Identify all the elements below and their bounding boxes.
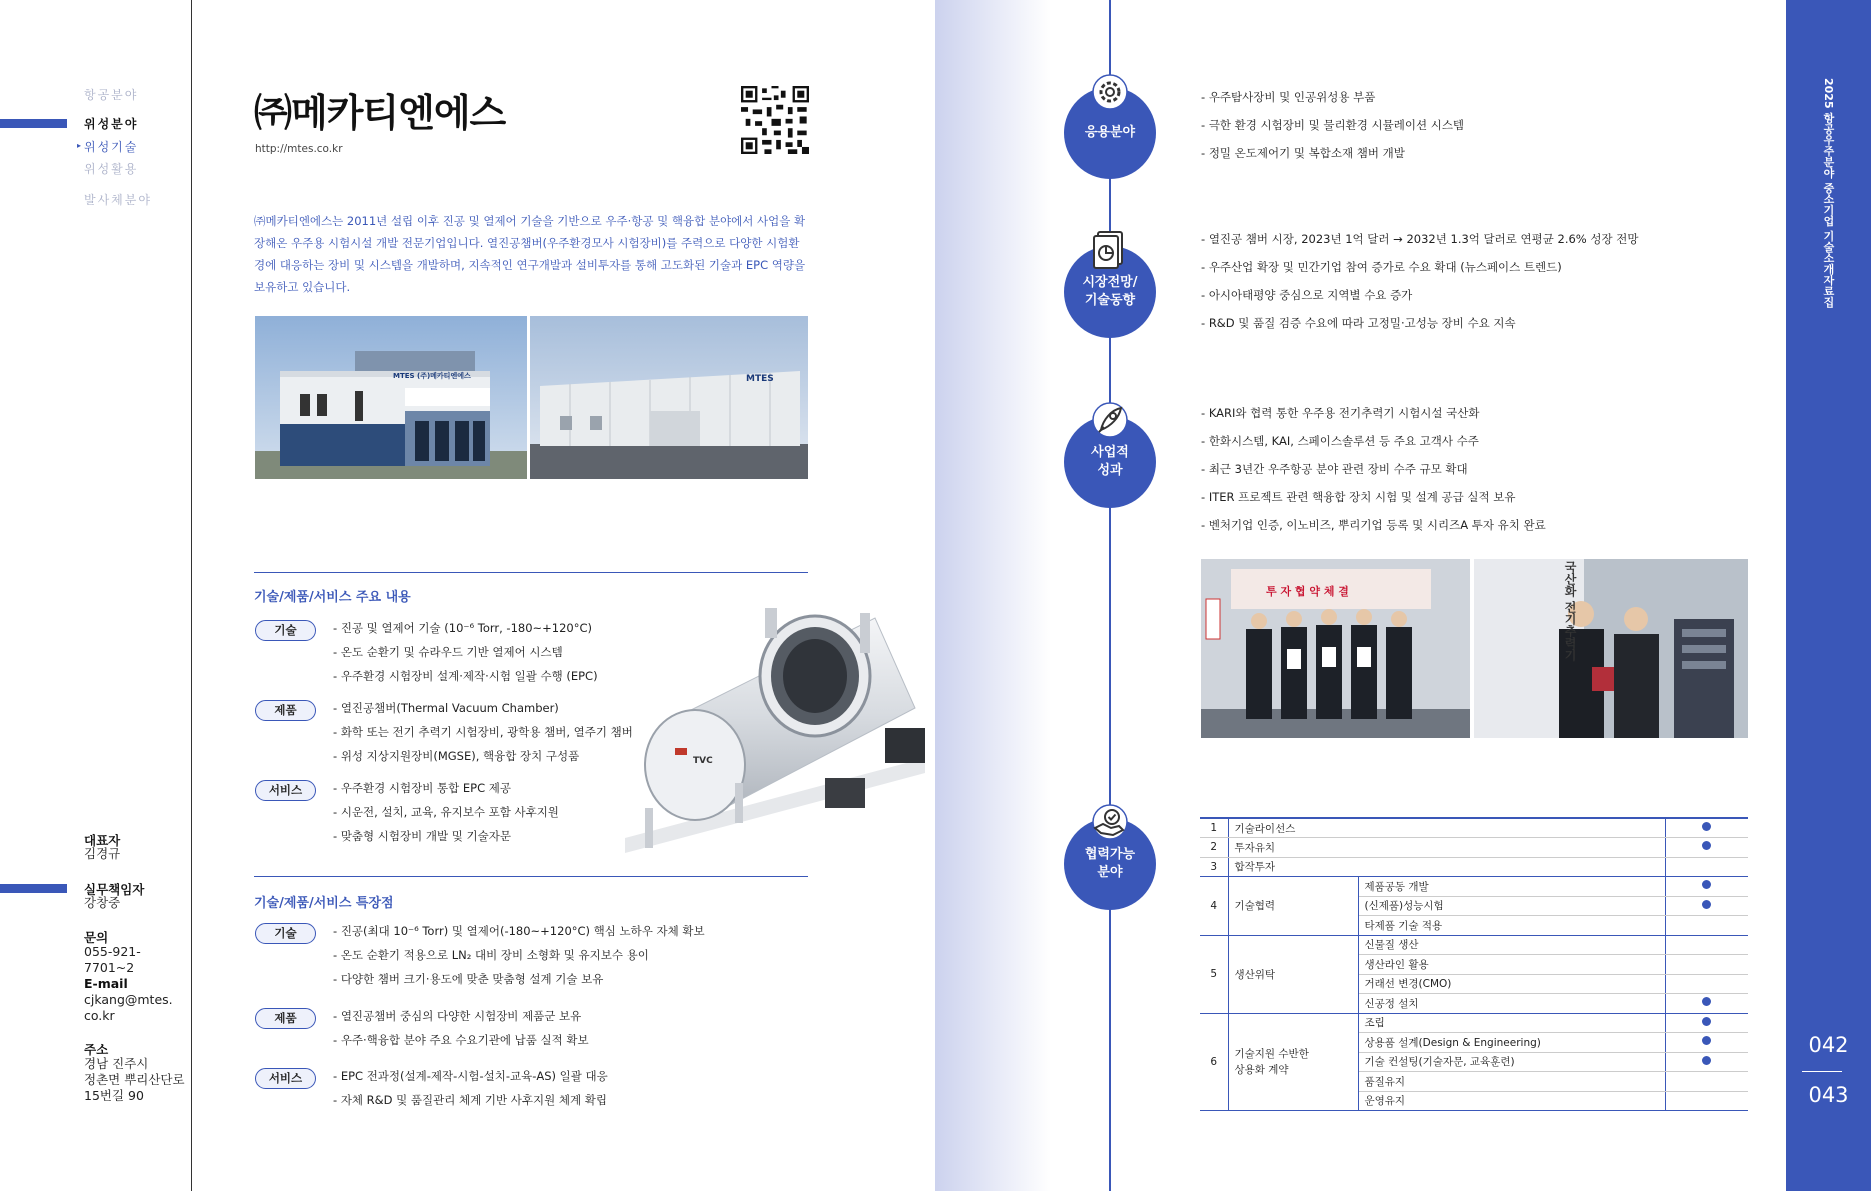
contact-value: 055-921-7701~2 bbox=[84, 944, 141, 975]
investment-ceremony-photo bbox=[1201, 559, 1470, 738]
achievement-item: - ITER 프로젝트 관련 핵융합 장치 시험 및 설계 공급 실적 보유 bbox=[1201, 490, 1516, 504]
features-title: 기술/제품/서비스 특장점 bbox=[254, 896, 394, 911]
main-service-item: - 우주환경 시험장비 통합 EPC 제공 bbox=[333, 781, 511, 795]
check-dot bbox=[1665, 994, 1748, 1014]
email-value-2: co.kr bbox=[84, 1008, 115, 1023]
market-item: - 아시아태평양 중심으로 지역별 수요 증가 bbox=[1201, 288, 1413, 302]
check-dot bbox=[1665, 1033, 1748, 1053]
application-item: - 정밀 온도제어기 및 복합소재 챔버 개발 bbox=[1201, 146, 1405, 160]
main-product-item: - 화학 또는 전기 추력기 시험장비, 광학용 챔버, 열주기 챔버 bbox=[333, 725, 633, 739]
main-content-title: 기술/제품/서비스 주요 내용 bbox=[254, 590, 411, 605]
contact-label: 문의 bbox=[84, 930, 109, 945]
main-service-item: - 시운전, 설치, 교육, 유지보수 포함 사후지원 bbox=[333, 805, 559, 819]
main-product-item: - 위성 지상지원장비(MGSE), 핵융합 장치 구성품 bbox=[333, 749, 580, 763]
section-divider-features bbox=[254, 876, 808, 877]
photo-side-text: 국산화 전기추력기 bbox=[1563, 561, 1577, 662]
market-label: 시장전망/ 기술동향 bbox=[1082, 275, 1138, 308]
nav-satellite-use[interactable]: 위성활용 bbox=[84, 162, 139, 176]
table-row: 5 생산위탁 신물질 생산 bbox=[1200, 935, 1748, 955]
table-row: 3 합작투자 bbox=[1200, 857, 1748, 877]
pill-product: 제품 bbox=[255, 700, 316, 721]
feature-tech-item: - 진공(최대 10⁻⁶ Torr) 및 열제어(-180~+120°C) 핵심 노하우 자체 확보 bbox=[333, 924, 705, 938]
achievement-item: - 벤처기업 인증, 이노비즈, 뿌리기업 등록 및 시리즈A 투자 유치 완료 bbox=[1201, 518, 1546, 532]
report-chart-icon bbox=[1089, 229, 1131, 269]
ceo-label: 대표자 bbox=[84, 833, 121, 848]
award-photo bbox=[1474, 559, 1748, 738]
address-value-2: 정촌면 뿌리산단로 bbox=[84, 1072, 185, 1087]
building-photo-1 bbox=[255, 316, 527, 479]
table-row: 타제품 기술 적용 bbox=[1200, 916, 1748, 936]
market-item: - 열진공 챔버 시장, 2023년 1억 달러 → 2032년 1.3억 달러로 연평균 2.6% 성장 전망 bbox=[1201, 232, 1639, 246]
main-service-item: - 맞춤형 시험장비 개발 및 기술자문 bbox=[333, 829, 511, 843]
table-row: 생산라인 활용 bbox=[1200, 955, 1748, 975]
page-gutter bbox=[935, 0, 1051, 1191]
building-sign-1: MTES (주)메카티엔에스 bbox=[393, 372, 471, 380]
nav-aviation[interactable]: 항공분야 bbox=[84, 88, 139, 102]
address-label: 주소 bbox=[84, 1042, 109, 1057]
check-dot bbox=[1665, 896, 1748, 916]
address-value-3: 15번길 90 bbox=[84, 1088, 144, 1103]
pill-service: 서비스 bbox=[255, 1068, 316, 1089]
check-dot bbox=[1665, 838, 1748, 858]
table-row: 운영유지 bbox=[1200, 1091, 1748, 1111]
table-row: 4 기술협력 제품공동 개발 bbox=[1200, 877, 1748, 897]
check-dot bbox=[1665, 1013, 1748, 1033]
address-value-1: 경남 진주시 bbox=[84, 1056, 149, 1071]
building-sign-2: MTES bbox=[746, 374, 774, 384]
check-dot bbox=[1665, 818, 1748, 838]
manager-label: 실무책임자 bbox=[84, 882, 145, 897]
feature-service-item: - EPC 전과정(설계-제작-시험-설치-교육-AS) 일괄 대응 bbox=[333, 1069, 608, 1083]
page-number-left: 042 bbox=[1808, 1033, 1849, 1057]
feature-product-item: - 우주·핵융합 분야 주요 수요기관에 납품 실적 확보 bbox=[333, 1033, 589, 1047]
qr-code-icon[interactable] bbox=[740, 86, 810, 154]
cooperation-label: 협력가능 분야 bbox=[1084, 847, 1136, 880]
main-tech-item: - 진공 및 열제어 기술 (10⁻⁶ Torr, -180~+120°C) bbox=[333, 621, 593, 635]
feature-tech-item: - 다양한 챔버 크기·용도에 맞춘 맞춤형 설계 기술 보유 bbox=[333, 972, 604, 986]
feature-product-item: - 열진공챔버 중심의 다양한 시험장비 제품군 보유 bbox=[333, 1009, 582, 1023]
rocket-icon bbox=[1089, 400, 1131, 440]
achievement-item: - 한화시스템, KAI, 스페이스솔루션 등 주요 고객사 수주 bbox=[1201, 434, 1479, 448]
nav-satellite-tech[interactable]: 위성기술 bbox=[84, 140, 139, 154]
market-item: - R&D 및 품질 검증 수요에 따라 고정밀·고성능 장비 수요 지속 bbox=[1201, 316, 1516, 330]
application-label: 응용분야 bbox=[1084, 125, 1136, 140]
market-item: - 우주산업 확장 및 민간기업 참여 증가로 수요 확대 (뉴스페이스 트렌드) bbox=[1201, 260, 1562, 274]
achievement-label: 사업적 성과 bbox=[1091, 445, 1129, 478]
check-dot bbox=[1665, 1052, 1748, 1072]
table-row: 6 기술지원 수반한 상용화 계약 조립 bbox=[1200, 1013, 1748, 1033]
manager-value: 강창중 bbox=[84, 895, 121, 910]
pill-tech: 기술 bbox=[255, 923, 316, 944]
check-dot bbox=[1665, 877, 1748, 897]
main-tech-item: - 온도 순환기 및 슈라우드 기반 열제어 시스템 bbox=[333, 645, 563, 659]
feature-tech-item: - 온도 순환기 적용으로 LN₂ 대비 장비 소형화 및 유지보수 용이 bbox=[333, 948, 649, 962]
table-row: 1 기술라이선스 bbox=[1200, 818, 1748, 838]
table-row: 기술 컨설팅(기술자문, 교육훈련) bbox=[1200, 1052, 1748, 1072]
cooperation-table bbox=[1200, 817, 1748, 1111]
publication-title: 2025 항공우주분야 중소기업 기술소개자료집 bbox=[1822, 78, 1835, 308]
application-item: - 극한 환경 시험장비 및 물리환경 시뮬레이션 시스템 bbox=[1201, 118, 1465, 132]
building-photo-2 bbox=[530, 316, 808, 479]
nav-satellite[interactable]: 위성분야 bbox=[84, 117, 139, 131]
handshake-check-icon bbox=[1089, 802, 1131, 842]
feature-service-item: - 자체 R&D 및 품질관리 체계 기반 사후지원 체계 확립 bbox=[333, 1093, 607, 1107]
rail-marker-satellite bbox=[0, 119, 67, 128]
ceo-value: 김경규 bbox=[84, 846, 121, 861]
table-row: 2 투자유치 bbox=[1200, 838, 1748, 858]
nav-active-arrow-icon: ▸ bbox=[77, 141, 82, 150]
table-row: 상용품 설계(Design & Engineering) bbox=[1200, 1033, 1748, 1053]
table-row: (신제품)성능시험 bbox=[1200, 896, 1748, 916]
email-value-1: cjkang@mtes. bbox=[84, 992, 173, 1007]
company-intro: ㈜메카티엔에스는 2011년 설립 이후 진공 및 열제어 기술을 기반으로 우주·항공 및 핵융합 분야에서 사업을 확장해온 우주용 시험시설 개발 전문기업입니다. 열진공챔버(우주환경모사 시험장비)를 주력으로 다양한 시험환경에 대응하는 장비 및 시스템을 개발하며, 지속적인 연구개발과 설비투자를 통해 고도화된 기술과 EPC 역량을 보유하고 있습니다. bbox=[254, 214, 806, 294]
main-product-item: - 열진공챔버(Thermal Vacuum Chamber) bbox=[333, 701, 559, 715]
table-row: 신공정 설치 bbox=[1200, 994, 1748, 1014]
section-divider-main bbox=[254, 572, 808, 573]
company-title: ㈜메카티엔에스 bbox=[254, 91, 506, 135]
gear-icon bbox=[1089, 72, 1131, 112]
pill-service: 서비스 bbox=[255, 780, 316, 801]
application-item: - 우주탐사장비 및 인공위성용 부품 bbox=[1201, 90, 1376, 104]
pill-tech: 기술 bbox=[255, 620, 316, 641]
rail-divider bbox=[191, 0, 192, 1191]
rail-marker-manager bbox=[0, 884, 67, 893]
email-label: E-mail bbox=[84, 976, 128, 991]
nav-launcher[interactable]: 발사체분야 bbox=[84, 193, 152, 207]
company-url[interactable]: http://mtes.co.kr bbox=[255, 143, 343, 155]
thermal-vacuum-chamber-image bbox=[615, 598, 935, 868]
main-tech-item: - 우주환경 시험장비 설계·제작·시험 일괄 수행 (EPC) bbox=[333, 669, 598, 683]
achievement-item: - 최근 3년간 우주항공 분야 관련 장비 수주 규모 확대 bbox=[1201, 462, 1468, 476]
page-number-divider bbox=[1802, 1071, 1842, 1072]
table-row: 거래선 변경(CMO) bbox=[1200, 974, 1748, 994]
table-row: 품질유지 bbox=[1200, 1072, 1748, 1092]
page-number-right: 043 bbox=[1808, 1083, 1849, 1107]
photo-banner-text: 투 자 협 약 체 결 bbox=[1266, 585, 1349, 598]
machine-label: TVC bbox=[693, 756, 713, 766]
achievement-item: - KARI와 협력 통한 우주용 전기추력기 시험시설 국산화 bbox=[1201, 406, 1480, 420]
pill-product: 제품 bbox=[255, 1008, 316, 1029]
